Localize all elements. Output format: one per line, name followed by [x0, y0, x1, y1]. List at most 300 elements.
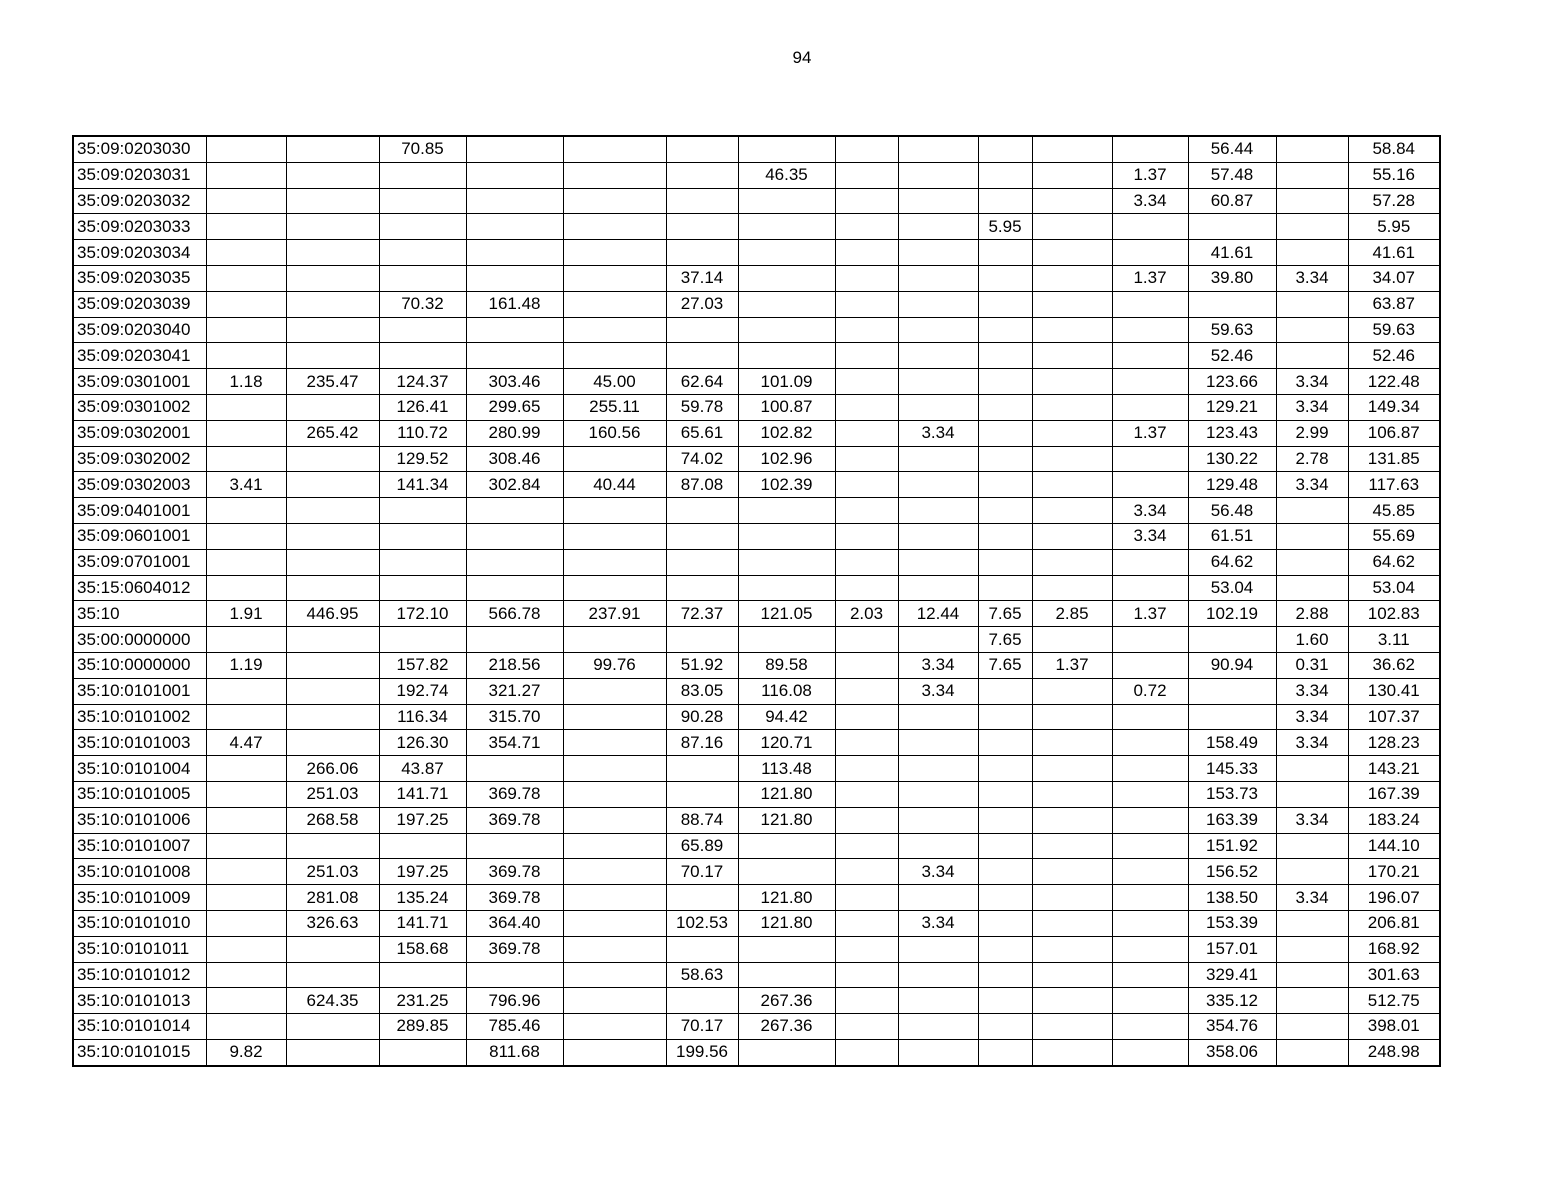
table-cell: [563, 240, 666, 266]
table-cell: 218.56: [466, 652, 563, 678]
table-cell: [286, 291, 379, 317]
table-cell: [666, 885, 738, 911]
table-cell: [898, 756, 978, 782]
table-cell: 88.74: [666, 807, 738, 833]
row-id-cell: 35:09:0302002: [73, 446, 206, 472]
table-row: [73, 472, 1440, 498]
table-cell: [379, 317, 466, 343]
table-cell: [466, 962, 563, 988]
table-cell: 64.62: [1348, 549, 1440, 575]
table-cell: 126.30: [379, 730, 466, 756]
table-cell: [978, 988, 1032, 1014]
table-cell: [898, 240, 978, 266]
table-cell: [1276, 962, 1348, 988]
table-cell: 12.44: [898, 601, 978, 627]
table-cell: [206, 936, 286, 962]
table-cell: 102.39: [738, 472, 835, 498]
table-cell: [835, 627, 898, 653]
table-cell: [286, 704, 379, 730]
table-cell: [286, 678, 379, 704]
table-cell: 3.11: [1348, 627, 1440, 653]
table-cell: [978, 240, 1032, 266]
table-cell: [1032, 962, 1112, 988]
row-id-cell: 35:09:0302003: [73, 472, 206, 498]
table-cell: [1276, 910, 1348, 936]
table-cell: 369.78: [466, 936, 563, 962]
table-cell: 167.39: [1348, 781, 1440, 807]
table-cell: 116.08: [738, 678, 835, 704]
table-cell: 1.91: [206, 601, 286, 627]
table-cell: 62.64: [666, 369, 738, 395]
table-cell: [978, 781, 1032, 807]
table-cell: 3.34: [898, 652, 978, 678]
row-id-cell: 35:10:0101015: [73, 1039, 206, 1065]
table-cell: [978, 394, 1032, 420]
table-cell: [286, 472, 379, 498]
table-cell: [835, 936, 898, 962]
table-cell: [835, 291, 898, 317]
table-cell: 90.28: [666, 704, 738, 730]
table-cell: 131.85: [1348, 446, 1440, 472]
row-id-cell: 35:10:0101004: [73, 756, 206, 782]
table-cell: [563, 188, 666, 214]
table-cell: [835, 988, 898, 1014]
table-cell: [978, 162, 1032, 188]
table-cell: [206, 523, 286, 549]
table-cell: [206, 833, 286, 859]
table-cell: 299.65: [466, 394, 563, 420]
table-cell: 811.68: [466, 1039, 563, 1065]
table-cell: [978, 446, 1032, 472]
table-cell: [738, 240, 835, 266]
table-cell: [978, 369, 1032, 395]
table-cell: 0.31: [1276, 652, 1348, 678]
table-cell: [1032, 627, 1112, 653]
table-cell: [898, 962, 978, 988]
table-cell: 289.85: [379, 1014, 466, 1040]
row-id-cell: 35:10:0101003: [73, 730, 206, 756]
table-cell: [286, 1014, 379, 1040]
table-cell: [563, 136, 666, 162]
table-cell: [1032, 265, 1112, 291]
table-cell: [1032, 730, 1112, 756]
table-cell: [978, 420, 1032, 446]
table-cell: [1112, 730, 1188, 756]
table-cell: 87.08: [666, 472, 738, 498]
table-cell: 3.34: [898, 859, 978, 885]
table-cell: 120.71: [738, 730, 835, 756]
row-id-cell: 35:09:0203041: [73, 343, 206, 369]
table-cell: 128.23: [1348, 730, 1440, 756]
table-cell: [286, 136, 379, 162]
table-cell: [978, 549, 1032, 575]
table-cell: [563, 549, 666, 575]
row-id-cell: 35:10:0101011: [73, 936, 206, 962]
table-cell: [1112, 910, 1188, 936]
table-cell: [206, 498, 286, 524]
table-cell: 1.37: [1112, 601, 1188, 627]
table-cell: [1112, 575, 1188, 601]
row-id-cell: 35:09:0203033: [73, 214, 206, 240]
table-cell: [1032, 704, 1112, 730]
table-cell: [1112, 240, 1188, 266]
table-cell: [1032, 756, 1112, 782]
table-cell: [978, 343, 1032, 369]
table-cell: 248.98: [1348, 1039, 1440, 1065]
table-cell: [1032, 188, 1112, 214]
table-cell: [978, 833, 1032, 859]
table-cell: [206, 446, 286, 472]
table-cell: 70.85: [379, 136, 466, 162]
table-cell: [206, 704, 286, 730]
table-cell: [563, 988, 666, 1014]
table-cell: [563, 627, 666, 653]
table-cell: [206, 575, 286, 601]
table-cell: 3.34: [1112, 188, 1188, 214]
table-cell: [898, 807, 978, 833]
table-cell: [563, 575, 666, 601]
table-cell: 1.18: [206, 369, 286, 395]
table-row: [73, 910, 1440, 936]
table-cell: [286, 240, 379, 266]
table-cell: 129.21: [1188, 394, 1276, 420]
table-cell: 121.80: [738, 910, 835, 936]
table-cell: [1032, 472, 1112, 498]
table-cell: [206, 807, 286, 833]
table-cell: [1032, 885, 1112, 911]
table-cell: [666, 936, 738, 962]
table-cell: [286, 394, 379, 420]
table-cell: 196.07: [1348, 885, 1440, 911]
table-cell: [379, 240, 466, 266]
table-row: [73, 240, 1440, 266]
table-cell: 231.25: [379, 988, 466, 1014]
table-cell: 45.85: [1348, 498, 1440, 524]
table-cell: [898, 291, 978, 317]
table-row: [73, 807, 1440, 833]
table-cell: [666, 162, 738, 188]
table-cell: [835, 523, 898, 549]
table-cell: 446.95: [286, 601, 379, 627]
table-row: [73, 1014, 1440, 1040]
table-cell: [898, 472, 978, 498]
table-cell: 123.66: [1188, 369, 1276, 395]
table-cell: [1276, 214, 1348, 240]
table-cell: [286, 523, 379, 549]
table-cell: [1032, 240, 1112, 266]
table-row: [73, 188, 1440, 214]
table-cell: [206, 910, 286, 936]
table-cell: [206, 1014, 286, 1040]
table-cell: [1188, 214, 1276, 240]
table-cell: 122.48: [1348, 369, 1440, 395]
table-cell: [286, 446, 379, 472]
table-cell: 3.34: [1276, 730, 1348, 756]
table-cell: [563, 446, 666, 472]
table-cell: [835, 730, 898, 756]
table-cell: [286, 833, 379, 859]
table-cell: 53.04: [1348, 575, 1440, 601]
table-cell: [978, 730, 1032, 756]
table-cell: 58.84: [1348, 136, 1440, 162]
table-cell: [898, 936, 978, 962]
table-row: [73, 317, 1440, 343]
table-cell: 102.19: [1188, 601, 1276, 627]
table-cell: 369.78: [466, 781, 563, 807]
table-row: [73, 885, 1440, 911]
table-cell: [1032, 1039, 1112, 1065]
table-cell: 369.78: [466, 885, 563, 911]
table-cell: [1276, 136, 1348, 162]
table-cell: [978, 678, 1032, 704]
table-cell: [1032, 833, 1112, 859]
table-cell: 251.03: [286, 781, 379, 807]
row-id-cell: 35:10:0101012: [73, 962, 206, 988]
table-cell: [1032, 575, 1112, 601]
table-cell: 1.37: [1032, 652, 1112, 678]
row-id-cell: 35:10:0101007: [73, 833, 206, 859]
table-cell: [1276, 1039, 1348, 1065]
table-cell: [1032, 446, 1112, 472]
table-cell: [1032, 394, 1112, 420]
table-cell: 157.01: [1188, 936, 1276, 962]
table-cell: [206, 988, 286, 1014]
table-cell: 65.89: [666, 833, 738, 859]
table-cell: 7.65: [978, 627, 1032, 653]
table-row: [73, 549, 1440, 575]
table-cell: 199.56: [666, 1039, 738, 1065]
table-cell: [206, 962, 286, 988]
table-cell: [738, 188, 835, 214]
table-cell: [738, 343, 835, 369]
table-cell: [1112, 1014, 1188, 1040]
table-cell: 160.56: [563, 420, 666, 446]
table-cell: [898, 162, 978, 188]
table-cell: [666, 498, 738, 524]
table-cell: 129.48: [1188, 472, 1276, 498]
table-cell: [466, 265, 563, 291]
table-cell: [898, 446, 978, 472]
table-cell: [666, 317, 738, 343]
table-cell: [466, 162, 563, 188]
table-cell: [1032, 369, 1112, 395]
table-cell: 3.34: [1276, 394, 1348, 420]
table-cell: 74.02: [666, 446, 738, 472]
table-cell: [563, 859, 666, 885]
table-cell: 5.95: [978, 214, 1032, 240]
table-cell: 3.34: [1276, 369, 1348, 395]
table-cell: [563, 162, 666, 188]
table-cell: [379, 162, 466, 188]
table-cell: 5.95: [1348, 214, 1440, 240]
table-cell: [835, 240, 898, 266]
table-row: [73, 523, 1440, 549]
row-id-cell: 35:10:0101001: [73, 678, 206, 704]
table-cell: 197.25: [379, 859, 466, 885]
table-cell: 56.48: [1188, 498, 1276, 524]
table-cell: [835, 136, 898, 162]
table-cell: 55.16: [1348, 162, 1440, 188]
table-cell: 138.50: [1188, 885, 1276, 911]
table-cell: [978, 291, 1032, 317]
table-cell: [738, 214, 835, 240]
table-cell: 268.58: [286, 807, 379, 833]
table-cell: [835, 343, 898, 369]
table-cell: [835, 910, 898, 936]
table-row: [73, 343, 1440, 369]
table-cell: 2.78: [1276, 446, 1348, 472]
table-cell: 1.37: [1112, 162, 1188, 188]
table-cell: 57.48: [1188, 162, 1276, 188]
table-cell: [286, 317, 379, 343]
table-cell: 796.96: [466, 988, 563, 1014]
table-cell: 2.99: [1276, 420, 1348, 446]
table-cell: [978, 1039, 1032, 1065]
table-cell: 113.48: [738, 756, 835, 782]
table-cell: 63.87: [1348, 291, 1440, 317]
row-id-cell: 35:09:0301001: [73, 369, 206, 395]
table-cell: [835, 704, 898, 730]
table-cell: [1276, 549, 1348, 575]
table-cell: 153.39: [1188, 910, 1276, 936]
table-cell: [666, 343, 738, 369]
table-cell: [286, 627, 379, 653]
data-table: [72, 135, 1441, 1067]
table-cell: [978, 317, 1032, 343]
table-cell: 100.87: [738, 394, 835, 420]
table-cell: [286, 936, 379, 962]
table-cell: [379, 188, 466, 214]
table-cell: [898, 188, 978, 214]
table-cell: [1032, 1014, 1112, 1040]
table-cell: [898, 265, 978, 291]
table-cell: [738, 859, 835, 885]
table-cell: 3.34: [1276, 472, 1348, 498]
table-cell: [1032, 988, 1112, 1014]
table-cell: 55.69: [1348, 523, 1440, 549]
table-cell: 117.63: [1348, 472, 1440, 498]
table-cell: [1276, 162, 1348, 188]
table-row: [73, 936, 1440, 962]
table-cell: 41.61: [1188, 240, 1276, 266]
table-cell: [978, 962, 1032, 988]
table-cell: 157.82: [379, 652, 466, 678]
table-cell: [1032, 420, 1112, 446]
table-row: [73, 627, 1440, 653]
table-cell: 785.46: [466, 1014, 563, 1040]
table-cell: 3.34: [1112, 498, 1188, 524]
table-cell: [738, 265, 835, 291]
table-cell: 70.32: [379, 291, 466, 317]
table-cell: 206.81: [1348, 910, 1440, 936]
table-cell: [1276, 188, 1348, 214]
table-cell: 70.17: [666, 859, 738, 885]
table-cell: [563, 317, 666, 343]
table-cell: 130.41: [1348, 678, 1440, 704]
table-cell: [206, 265, 286, 291]
table-cell: [1112, 885, 1188, 911]
table-cell: 61.51: [1188, 523, 1276, 549]
table-cell: [978, 885, 1032, 911]
table-cell: [1276, 988, 1348, 1014]
table-cell: 4.47: [206, 730, 286, 756]
table-cell: [738, 962, 835, 988]
page-number: 94: [792, 48, 812, 67]
row-id-cell: 35:09:0302001: [73, 420, 206, 446]
table-cell: [563, 807, 666, 833]
table-cell: [1032, 317, 1112, 343]
table-cell: [286, 575, 379, 601]
table-cell: [563, 936, 666, 962]
table-cell: 46.35: [738, 162, 835, 188]
table-cell: 321.27: [466, 678, 563, 704]
table-cell: 34.07: [1348, 265, 1440, 291]
table-cell: 64.62: [1188, 549, 1276, 575]
table-cell: [563, 265, 666, 291]
table-cell: 156.52: [1188, 859, 1276, 885]
table-cell: [898, 394, 978, 420]
table-cell: [563, 704, 666, 730]
table-cell: 87.16: [666, 730, 738, 756]
table-cell: [1112, 781, 1188, 807]
table-cell: 116.34: [379, 704, 466, 730]
table-cell: [835, 1014, 898, 1040]
table-cell: 37.14: [666, 265, 738, 291]
table-cell: [466, 549, 563, 575]
table-cell: [1112, 1039, 1188, 1065]
table-cell: 59.78: [666, 394, 738, 420]
table-row: [73, 756, 1440, 782]
table-cell: [379, 549, 466, 575]
table-cell: [666, 214, 738, 240]
table-cell: 566.78: [466, 601, 563, 627]
table-cell: [563, 291, 666, 317]
row-id-cell: 35:15:0604012: [73, 575, 206, 601]
table-cell: [379, 214, 466, 240]
table-cell: [835, 652, 898, 678]
table-cell: 99.76: [563, 652, 666, 678]
table-cell: [738, 291, 835, 317]
table-cell: [835, 678, 898, 704]
table-cell: [898, 498, 978, 524]
table-cell: 53.04: [1188, 575, 1276, 601]
table-row: [73, 291, 1440, 317]
table-cell: [563, 678, 666, 704]
table-cell: [1188, 291, 1276, 317]
table-cell: [206, 678, 286, 704]
table-body: [73, 136, 1440, 1066]
table-cell: [1032, 678, 1112, 704]
table-cell: [1276, 781, 1348, 807]
table-cell: [666, 781, 738, 807]
table-cell: 102.53: [666, 910, 738, 936]
table-row: [73, 730, 1440, 756]
table-cell: [286, 343, 379, 369]
table-cell: 126.41: [379, 394, 466, 420]
table-cell: [666, 523, 738, 549]
table-cell: [379, 1039, 466, 1065]
table-cell: [1032, 859, 1112, 885]
row-id-cell: 35:09:0701001: [73, 549, 206, 575]
row-id-cell: 35:10:0101013: [73, 988, 206, 1014]
table-cell: 303.46: [466, 369, 563, 395]
table-cell: 170.21: [1348, 859, 1440, 885]
table-cell: 0.72: [1112, 678, 1188, 704]
table-cell: [206, 859, 286, 885]
table-row: [73, 420, 1440, 446]
table-cell: [835, 575, 898, 601]
table-cell: [1112, 343, 1188, 369]
